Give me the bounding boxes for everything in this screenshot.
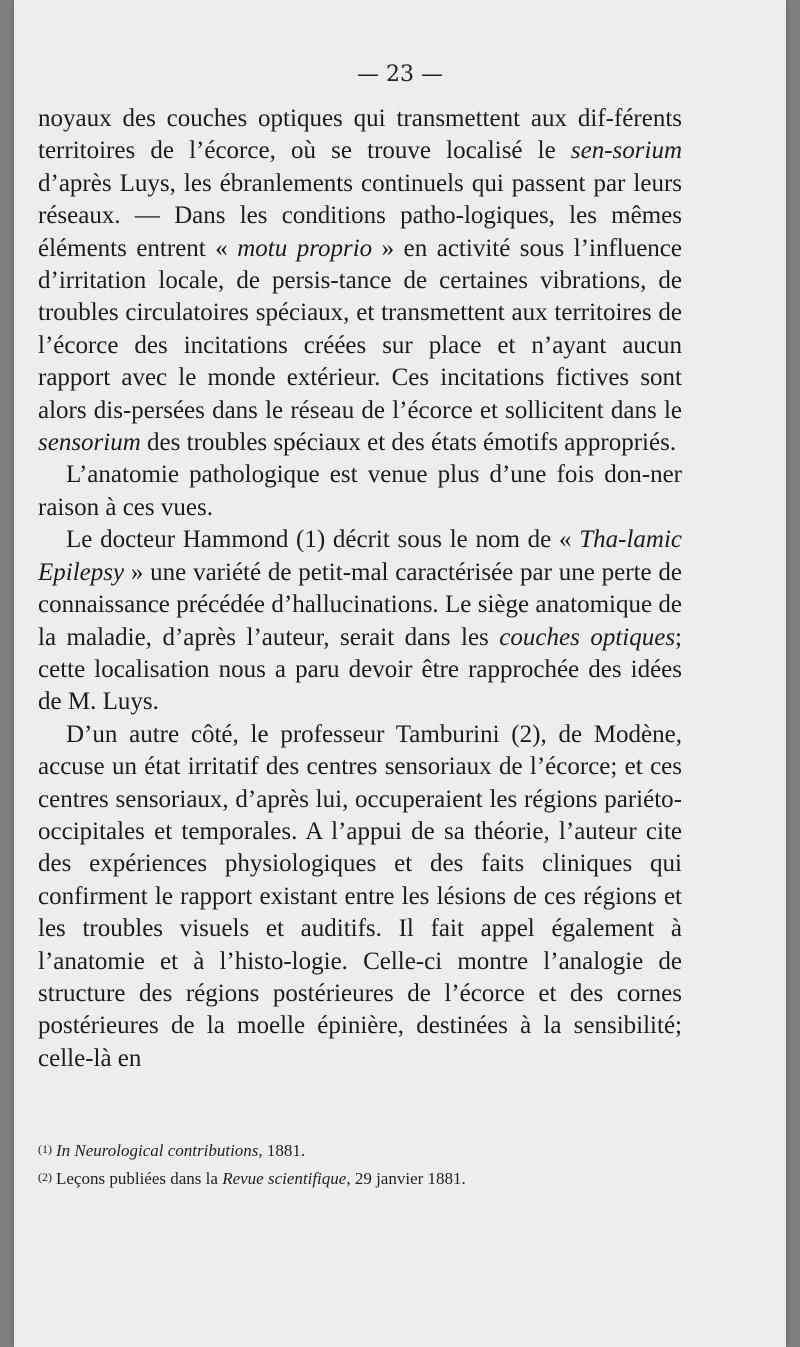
- text-run: , 29 janvier 1881.: [346, 1169, 466, 1188]
- paragraph: [38, 719, 682, 1075]
- text-run: D’un autre côté, le professeur Tamburini (2), de Modène, accuse un état irritatif des centres sensoriaux de l’écorce; et ces centres sensoriaux, d’après lui, occuperaient les régions pariéto-occipitales et temporales. A l’appui de sa théorie, l’auteur cite des expériences physiologiques et des faits cliniques qui confirment le rapport existant entre les lésions de ces régions et les troubles visuels et auditifs. Il fait appel également à l’anatomie et à l’histo-logie. Celle-ci montre l’analogie de structure des régions postérieures de l’écorce et des cornes postérieures de la moelle épinière, destinées à la sensibilité; celle-là en: [38, 720, 682, 1072]
- book-page: [14, 0, 786, 1347]
- footnotes: [38, 1136, 682, 1192]
- text-run: » une variété de petit-mal caractérisée par une perte de connaissance précédée d’hallucinations. Le siège anatomique de la maladie, d’après l’auteur, serait dans les: [38, 558, 682, 651]
- italic-text: Tha-lamic Epilepsy: [38, 526, 682, 586]
- text-run: Leçons publiées dans la: [56, 1169, 223, 1188]
- italic-text: In Neurological contributions: [56, 1141, 259, 1160]
- body-text: [38, 103, 682, 1075]
- italic-text: sen-sorium: [570, 137, 682, 165]
- text-run: d’après Luys, les ébranlements continuels qui passent par leurs réseaux. — Dans les conditions patho-logiques, les mêmes éléments entrent «: [38, 169, 682, 262]
- footnote: [38, 1136, 682, 1164]
- text-run: des troubles spéciaux et des états émotifs appropriés.: [140, 429, 677, 457]
- text-run: ; cette localisation nous a paru devoir être rapprochée des idées de M. Luys.: [38, 623, 682, 716]
- footnote-mark: (1): [38, 1142, 52, 1156]
- italic-text: sensorium: [38, 429, 141, 457]
- text-run: L’anatomie pathologique est venue plus d’une fois don-ner raison à ces vues.: [38, 461, 682, 521]
- italic-text: couches optiques: [499, 623, 676, 651]
- text-run: » en activité sous l’influence d’irritation locale, de persis-tance de certaines vibrations, de troubles circulatoires spéciaux, et transmettent aux territoires de l’écorce des incitations créées sur place et n’ayant aucun rapport avec le monde extérieur. Ces incitations fictives sont alors dis-persées dans le réseau de l’écorce et sollicitent dans le: [38, 234, 683, 424]
- text-run: , 1881.: [258, 1141, 306, 1160]
- italic-text: Revue scientifique: [222, 1169, 347, 1188]
- paragraph: [38, 524, 682, 718]
- footnote-mark: (2): [38, 1170, 52, 1184]
- paragraph: [38, 459, 682, 524]
- page-number: — 23 —: [357, 62, 443, 87]
- text-run: Le docteur Hammond (1) décrit sous le nom de «: [66, 526, 580, 554]
- footnote: [38, 1164, 682, 1192]
- paragraph: [38, 103, 682, 459]
- italic-text: motu proprio: [237, 234, 373, 262]
- text-run: noyaux des couches optiques qui transmettent aux dif-férents territoires de l’écorce, où se trouve localisé le: [38, 105, 682, 165]
